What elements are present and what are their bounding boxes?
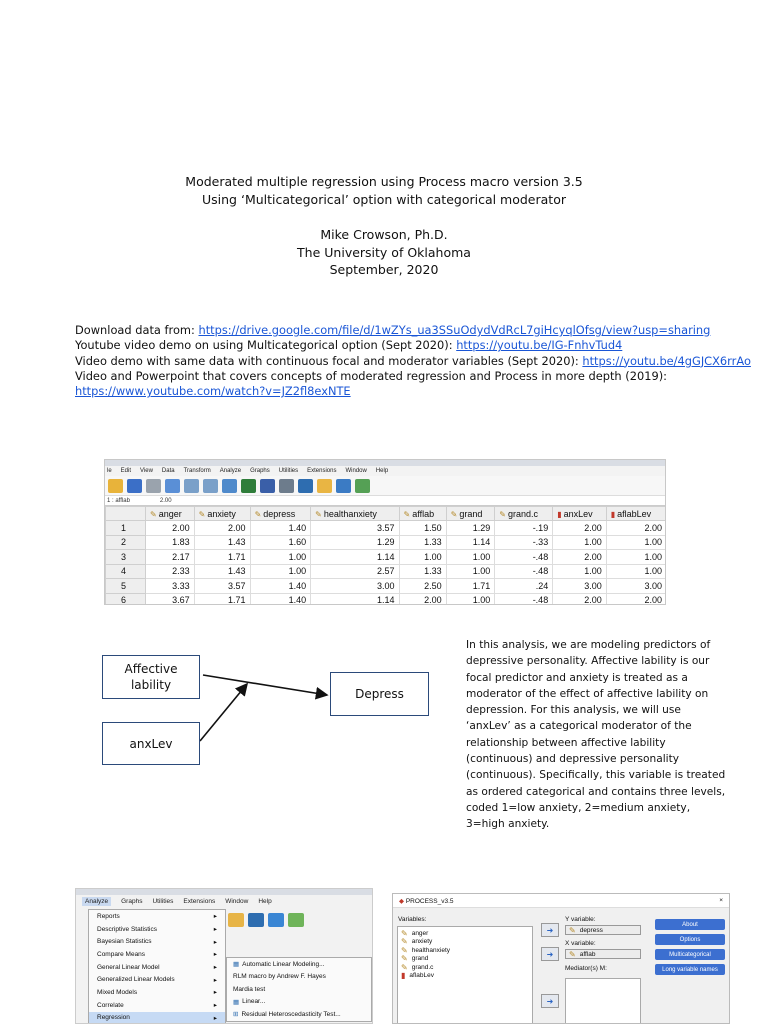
- spss-menu-file[interactable]: le: [107, 468, 112, 474]
- column-header[interactable]: ✎ grand.c: [495, 507, 553, 521]
- sets-icon[interactable]: [268, 913, 284, 927]
- table-cell[interactable]: 1.29: [311, 535, 399, 550]
- menu-item[interactable]: Bayesian Statistics ▸: [97, 938, 217, 946]
- ppt-video-link[interactable]: https://www.youtube.com/watch?v=JZ2fl8exNTE: [75, 384, 351, 399]
- table-cell[interactable]: 1.00: [606, 535, 666, 550]
- menu-analyze[interactable]: Analyze: [82, 897, 111, 906]
- table-cell[interactable]: 2.00: [399, 593, 446, 605]
- mediator-list[interactable]: [565, 978, 641, 1024]
- table-row: [106, 579, 667, 594]
- list-item[interactable]: ✎ healthanxiety: [401, 945, 451, 955]
- table-cell[interactable]: -.33: [495, 535, 553, 550]
- table-cell[interactable]: 2.00: [146, 521, 195, 536]
- table-cell[interactable]: 1.33: [399, 535, 446, 550]
- ordinal-icon: ▮: [610, 509, 616, 519]
- scale-icon: ✎: [401, 945, 408, 955]
- run-icon[interactable]: [288, 913, 304, 927]
- cell-reference-bar: [105, 496, 665, 506]
- list-item[interactable]: ✎ anxiety: [401, 937, 433, 947]
- table-cell[interactable]: 1.14: [311, 593, 399, 605]
- scale-icon: ✎: [403, 509, 411, 519]
- table-cell[interactable]: 1.00: [250, 550, 311, 565]
- list-item[interactable]: ✎ grand.c: [401, 962, 434, 972]
- analyze-menu-screenshot: [75, 888, 373, 1024]
- resource-links: [75, 323, 751, 399]
- list-item[interactable]: ✎ anger: [401, 928, 429, 938]
- y-variable-field[interactable]: ✎ depress: [565, 925, 641, 935]
- table-cell[interactable]: 3.00: [311, 579, 399, 594]
- scale-icon: ✎: [499, 509, 506, 519]
- author-name: Mike Crowson, Ph.D.: [320, 227, 448, 242]
- column-header[interactable]: ✎ depress: [250, 507, 311, 521]
- chevron-right-icon: ▸: [213, 913, 217, 921]
- arrow-right-icon: ➜: [546, 925, 554, 935]
- document-title: Moderated multiple regression using Process macro version 3.5: [185, 174, 583, 189]
- linear-model-icon: ▦: [233, 961, 240, 969]
- document-date: September, 2020: [329, 262, 439, 277]
- moderation-arrow: [200, 684, 247, 741]
- table-cell[interactable]: 1.00: [399, 550, 446, 565]
- open-folder-icon[interactable]: [108, 479, 123, 493]
- analysis-description: In this analysis, we are modeling predictors of depressive personality. Affective lability is our focal predictor and anxiety is treated as a moderator of the effect of affective lability on depression. For this analysis, we will use ‘anxLev’ as a categorical moderator of the relationship between affective lability (continuous) and depressive personality (continuous). Specifically, this variable is treated as ordered categorical and contains three levels, coded 1=low anxiety, 2=medium anxiety, 3=high anxiety.: [466, 639, 726, 831]
- process-app-icon: ◆: [399, 897, 404, 905]
- list-item[interactable]: ▮ aflabLev: [401, 971, 434, 981]
- submenu-item[interactable]: ▦ Automatic Linear Modeling...: [233, 960, 325, 969]
- menu-item[interactable]: Correlate ▸: [97, 1001, 217, 1010]
- goto-case-icon[interactable]: [222, 479, 237, 493]
- multicategorical-button[interactable]: Multicategorical: [655, 949, 725, 960]
- submenu-item[interactable]: RLM macro by Andrew F. Hayes: [233, 973, 326, 981]
- table-cell[interactable]: 1.71: [194, 593, 250, 605]
- spss-menu-transform[interactable]: Transform: [183, 468, 211, 474]
- chevron-right-icon: ▸: [213, 976, 217, 984]
- column-header[interactable]: ✎ anger: [146, 507, 195, 521]
- chevron-right-icon: ▸: [213, 938, 217, 946]
- table-cell[interactable]: 1.00: [606, 564, 666, 579]
- table-cell[interactable]: 1.71: [194, 550, 250, 565]
- move-to-y-button[interactable]: [541, 923, 559, 937]
- menu-item[interactable]: Reports ▸: [97, 912, 217, 921]
- table-cell[interactable]: .24: [495, 579, 553, 594]
- chevron-right-icon: ▸: [213, 951, 217, 959]
- chevron-right-icon: ▸: [213, 1014, 217, 1022]
- row-number[interactable]: 1: [106, 521, 146, 536]
- table-cell[interactable]: 3.67: [146, 593, 195, 605]
- table-cell[interactable]: -.48: [495, 550, 553, 565]
- column-header[interactable]: ▮ anxLev: [553, 507, 607, 521]
- column-header[interactable]: ✎ grand: [446, 507, 495, 521]
- print-icon[interactable]: [146, 479, 161, 493]
- chevron-right-icon: ▸: [213, 926, 217, 934]
- list-item[interactable]: ✎ grand: [401, 954, 429, 964]
- table-cell[interactable]: 1.00: [553, 535, 607, 550]
- menu-utilities[interactable]: Utilities: [152, 897, 174, 905]
- dialog-recall-icon[interactable]: [165, 479, 180, 493]
- document-subtitle: Using ‘Multicategorical’ option with categorical moderator: [202, 191, 566, 207]
- download-line: Download data from: https://drive.google.com/file/d/1wZYs_ua3SSuOdydVdRcL7giHcyqlOfsg/view?usp=sharing: [75, 323, 711, 337]
- chevron-right-icon: ▸: [213, 964, 217, 972]
- ordinal-icon: ▮: [557, 509, 562, 519]
- scale-icon: ✎: [254, 509, 262, 519]
- continuous-demo-link[interactable]: https://youtu.be/4gGJCX6rrAo: [582, 353, 751, 368]
- table-cell[interactable]: 2.00: [606, 521, 666, 536]
- focal-effect-arrow: [203, 675, 327, 695]
- y-variable-label: Y variable:: [565, 916, 596, 923]
- table-cell[interactable]: 1.43: [194, 535, 250, 550]
- moderator-node: anxLev: [102, 722, 200, 765]
- spss-toolbar: [105, 476, 665, 496]
- column-header[interactable]: ✎ healthanxiety: [311, 507, 399, 521]
- chevron-right-icon: ▸: [213, 989, 217, 997]
- table-cell[interactable]: 1.83: [146, 535, 195, 550]
- table-cell[interactable]: 1.29: [446, 521, 495, 536]
- scale-icon: ✎: [401, 962, 408, 972]
- menu-item[interactable]: General Linear Model ▸: [97, 963, 217, 972]
- row-number[interactable]: 3: [106, 550, 146, 565]
- table-cell[interactable]: 1.43: [194, 564, 250, 579]
- institution: The University of Oklahoma: [297, 244, 471, 260]
- mediator-label: Mediator(s) M:: [565, 965, 607, 972]
- about-button[interactable]: About: [655, 919, 725, 930]
- analyze-menubar: [76, 895, 372, 907]
- table-cell[interactable]: 2.57: [311, 564, 399, 579]
- analyze-toolbar-icons: [228, 913, 304, 927]
- goto-variable-icon[interactable]: [241, 479, 256, 493]
- table-cell[interactable]: 2.50: [399, 579, 446, 594]
- menu-extensions[interactable]: Extensions: [183, 897, 216, 905]
- scale-icon: ✎: [198, 509, 206, 519]
- spss-menu-view[interactable]: View: [140, 468, 153, 474]
- table-cell[interactable]: 1.40: [250, 521, 311, 536]
- table-cell[interactable]: 1.00: [446, 593, 495, 605]
- x-variable-label: X variable:: [565, 940, 596, 947]
- spss-data-grid: [105, 506, 666, 605]
- move-to-x-button[interactable]: [541, 947, 559, 961]
- table-cell[interactable]: 1.14: [311, 550, 399, 565]
- table-cell[interactable]: 3.57: [311, 521, 399, 536]
- menu-item[interactable]: Mixed Models ▸: [97, 988, 217, 997]
- save-icon[interactable]: [127, 479, 142, 493]
- long-variable-names-button[interactable]: Long variable names: [655, 964, 725, 975]
- cell-value[interactable]: 2.00: [159, 497, 172, 504]
- row-number[interactable]: 2: [106, 535, 146, 550]
- arrow-right-icon: ➜: [546, 949, 554, 959]
- scale-icon: ✎: [150, 509, 157, 519]
- spss-menu-utilities[interactable]: Utilities: [278, 468, 299, 474]
- menu-item[interactable]: Compare Means ▸: [97, 950, 217, 959]
- table-cell[interactable]: 3.00: [606, 579, 666, 594]
- table-cell[interactable]: 1.71: [446, 579, 495, 594]
- x-variable-field[interactable]: ✎ afflab: [565, 949, 641, 959]
- spss-menu-graphs[interactable]: Graphs: [250, 468, 270, 474]
- spss-grid-body: [106, 521, 667, 606]
- options-button[interactable]: Options: [655, 934, 725, 945]
- youtube-link[interactable]: https://youtu.be/IG-FnhvTud4: [456, 338, 623, 353]
- variables-icon[interactable]: [260, 479, 275, 493]
- plus-icon: ⊞: [233, 1011, 239, 1019]
- ordinal-icon: ▮: [401, 971, 406, 981]
- scale-icon: ✎: [401, 928, 408, 938]
- weight-cases-icon[interactable]: [336, 479, 351, 493]
- row-number[interactable]: 4: [106, 564, 146, 579]
- submenu-item[interactable]: ▦ Linear...: [233, 998, 266, 1006]
- ppt-line: Video and Powerpoint that covers concepts of moderated regression and Process in more depth (2019):: [75, 368, 667, 383]
- table-cell[interactable]: 3.33: [146, 579, 195, 594]
- spss-menu-edit[interactable]: Edit: [120, 468, 132, 474]
- scale-icon: ✎: [569, 925, 576, 935]
- process-dialog-title: PROCESS_v3.5: [405, 897, 454, 905]
- scale-icon: ✎: [401, 937, 408, 947]
- focal-predictor-node: Affective lability: [102, 655, 200, 699]
- spss-menubar: [105, 466, 665, 476]
- grid-icon[interactable]: [228, 913, 244, 927]
- moderation-diagram: [95, 645, 445, 775]
- table-row: [106, 564, 667, 579]
- table-cell[interactable]: 1.50: [399, 521, 446, 536]
- outcome-node: Depress: [330, 672, 429, 716]
- table-cell[interactable]: -.19: [495, 521, 553, 536]
- find-icon[interactable]: [279, 479, 294, 493]
- spss-menu-help[interactable]: Help: [375, 468, 389, 474]
- column-header[interactable]: ✎ afflab: [399, 507, 446, 521]
- menu-item-regression[interactable]: Regression ▸: [89, 1012, 225, 1024]
- process-dialog-titlebar: [393, 894, 729, 908]
- spss-menu-analyze[interactable]: Analyze: [219, 468, 242, 474]
- table-cell[interactable]: 1.00: [446, 550, 495, 565]
- table-cell[interactable]: 2.17: [146, 550, 195, 565]
- menu-window[interactable]: Window: [225, 897, 249, 905]
- spss-menu-window[interactable]: Window: [345, 468, 367, 474]
- table-cell[interactable]: 3.00: [553, 579, 607, 594]
- arrow-right-icon: ➜: [546, 996, 554, 1006]
- table-cell[interactable]: 1.00: [250, 564, 311, 579]
- submenu-item[interactable]: Mardia test: [233, 985, 266, 993]
- column-header[interactable]: ▮ aflabLev: [606, 507, 666, 521]
- menu-item[interactable]: Generalized Linear Models ▸: [97, 976, 217, 984]
- spss-menu-data[interactable]: Data: [161, 468, 175, 474]
- menu-item[interactable]: Descriptive Statistics ▸: [97, 925, 217, 934]
- table-cell[interactable]: 2.00: [606, 593, 666, 605]
- table-cell[interactable]: 1.00: [553, 564, 607, 579]
- scale-icon: ✎: [315, 509, 322, 519]
- table-cell[interactable]: -.48: [495, 564, 553, 579]
- close-icon[interactable]: ×: [719, 897, 723, 904]
- undo-icon[interactable]: [184, 479, 199, 493]
- move-to-mediator-button[interactable]: [541, 994, 559, 1008]
- scale-icon: ✎: [401, 954, 408, 964]
- table-row: [106, 593, 667, 605]
- table-cell[interactable]: 3.57: [194, 579, 250, 594]
- spss-menu-extensions[interactable]: Extensions: [307, 468, 337, 474]
- youtube-line: Youtube video demo on using Multicategorical option (Sept 2020): https://youtu.be/IG-FnhvTud4: [75, 338, 623, 353]
- value-labels-icon[interactable]: [248, 913, 264, 927]
- table-cell[interactable]: 2.00: [194, 521, 250, 536]
- chevron-right-icon: ▸: [213, 1002, 217, 1010]
- table-cell[interactable]: 2.00: [553, 593, 607, 605]
- title-block: [0, 173, 768, 279]
- table-cell[interactable]: 1.14: [446, 535, 495, 550]
- row-number[interactable]: 6: [106, 593, 146, 605]
- table-cell[interactable]: 1.00: [446, 564, 495, 579]
- table-cell[interactable]: 2.33: [146, 564, 195, 579]
- column-header[interactable]: ✎ anxiety: [194, 507, 250, 521]
- variables-list[interactable]: [397, 926, 533, 1024]
- submenu-item[interactable]: ⊞ Residual Heteroscedasticity Test...: [233, 1010, 341, 1019]
- table-cell[interactable]: 1.40: [250, 579, 311, 594]
- table-cell[interactable]: 2.00: [553, 521, 607, 536]
- split-file-icon[interactable]: [317, 479, 332, 493]
- scale-icon: ✎: [450, 509, 458, 519]
- spss-data-view: [104, 459, 666, 605]
- table-cell[interactable]: 1.00: [606, 550, 666, 565]
- download-link[interactable]: https://drive.google.com/file/d/1wZYs_ua3SSuOdydVdRcL7giHcyqlOfsg/view?usp=sharing: [198, 323, 711, 337]
- table-cell[interactable]: 1.40: [250, 593, 311, 605]
- table-cell[interactable]: 1.60: [250, 535, 311, 550]
- menu-help[interactable]: Help: [258, 897, 272, 905]
- insert-cases-icon[interactable]: [298, 479, 313, 493]
- table-row: [106, 535, 667, 550]
- linear-icon: ▦: [233, 998, 240, 1006]
- table-cell[interactable]: 1.33: [399, 564, 446, 579]
- scale-icon: ✎: [569, 949, 576, 959]
- select-cases-icon[interactable]: [355, 479, 370, 493]
- variables-label: Variables:: [398, 916, 427, 923]
- analyze-dropdown: [88, 909, 226, 1024]
- row-header-corner: [106, 507, 146, 521]
- menu-graphs[interactable]: Graphs: [121, 897, 143, 905]
- table-row: [106, 521, 667, 536]
- regression-submenu: [226, 957, 372, 1022]
- row-number[interactable]: 5: [106, 579, 146, 594]
- table-row: [106, 550, 667, 565]
- table-cell[interactable]: 2.00: [553, 550, 607, 565]
- process-dialog: [392, 893, 730, 1024]
- redo-icon[interactable]: [203, 479, 218, 493]
- cell-reference: 1 : afflab: [107, 497, 130, 504]
- continuous-line: Video demo with same data with continuous focal and moderator variables (Sept 2020): https://youtu.be/4gGJCX6rrAo: [75, 353, 751, 368]
- table-cell[interactable]: -.48: [495, 593, 553, 605]
